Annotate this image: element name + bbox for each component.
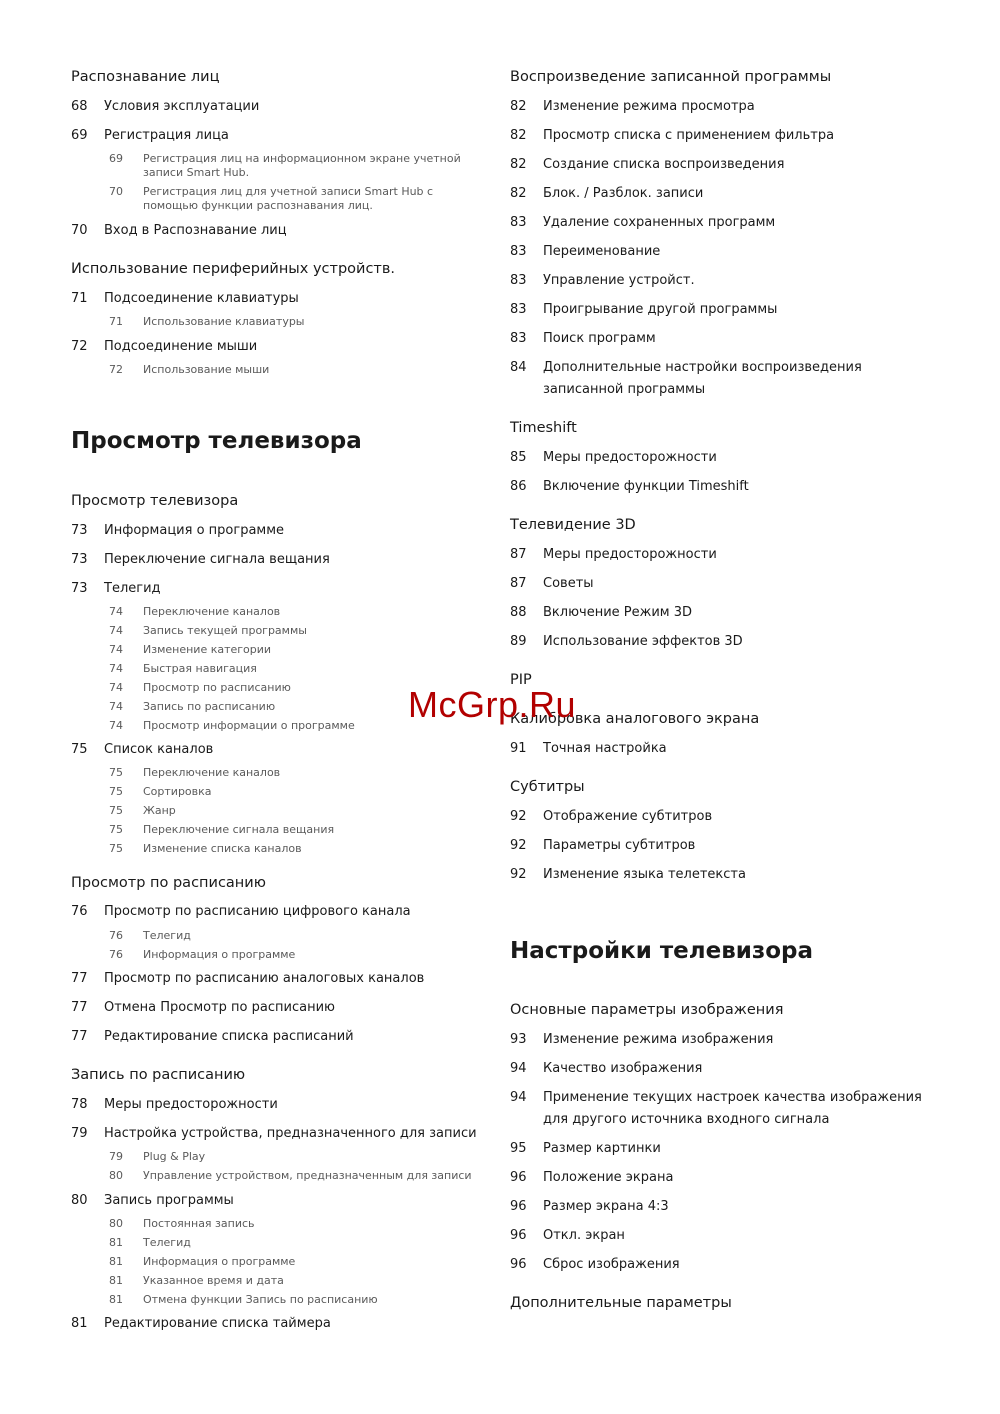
page-number: 71 [71,291,88,306]
page-number: 74 [109,605,123,618]
toc-subentry[interactable] [109,1169,491,1183]
page-number: 72 [71,339,88,354]
entry-title: Регистрация лица [104,128,229,143]
entry-title: Запись программы [104,1193,234,1208]
toc-entry[interactable] [71,901,491,923]
entry-title: Управление устройством, предназначенным для записи [143,1169,472,1182]
section-heading-recorded-playback: Воспроизведение записанной программы [510,69,832,85]
entry-title: Меры предосторожности [104,1097,278,1112]
toc-subentry[interactable] [109,1293,491,1307]
toc-subentry[interactable] [109,662,491,676]
toc-entry[interactable] [510,328,930,350]
section-heading-subtitles: Субтитры [510,779,585,795]
entry-title: Просмотр списка с применением фильтра [543,128,835,143]
page-number: 96 [510,1257,527,1272]
toc-entry[interactable] [71,1313,491,1335]
page-number: 78 [71,1097,88,1112]
entry-title: Настройка устройства, предназначенного для записи [104,1126,477,1141]
section-heading-scheduled-recording: Запись по расписанию [71,1067,246,1083]
page-number: 81 [71,1316,88,1331]
page-number: 73 [71,523,88,538]
toc-entry[interactable] [510,476,930,498]
toc-subentry[interactable] [109,643,491,657]
page-number: 69 [109,152,123,165]
toc-entry[interactable] [510,183,930,205]
page-number: 75 [109,785,123,798]
toc-entry[interactable] [510,602,930,624]
entry-title: Изменение режима просмотра [543,99,755,114]
page-number: 71 [109,315,123,328]
toc-entry[interactable] [510,212,930,234]
toc-entry[interactable] [71,739,491,761]
entry-title: Plug & Play [143,1150,206,1163]
page-number: 72 [109,363,123,376]
section-heading-face-recognition: Распознавание лиц [71,69,220,85]
page-number: 77 [71,971,88,986]
entry-title: Параметры субтитров [543,838,696,853]
toc-subentry[interactable] [109,605,491,619]
section-heading-peripherals: Использование периферийных устройств. [71,261,396,277]
toc-subentry[interactable] [109,624,491,638]
entry-title: Указанное время и дата [143,1274,284,1287]
page-number: 80 [71,1193,88,1208]
entry-title: Изменение языка телетекста [543,867,746,882]
page-number: 87 [510,576,527,591]
page-number: 76 [109,929,123,942]
entry-title: Проигрывание другой программы [543,302,778,317]
entry-title: Запись по расписанию [143,700,276,713]
entry-title: Вход в Распознавание лиц [104,223,287,238]
entry-title: Сортировка [143,785,212,798]
page-number: 75 [109,766,123,779]
page-number: 83 [510,215,527,230]
toc-entry[interactable] [71,1026,491,1048]
page-number: 75 [109,804,123,817]
section-heading-scheduled-viewing: Просмотр по расписанию [71,875,266,891]
page-number: 80 [109,1217,123,1230]
entry-title: Отмена Просмотр по расписанию [104,1000,335,1015]
toc-entry[interactable] [71,549,491,571]
entry-title: Редактирование списка расписаний [104,1029,354,1044]
section-heading-picture-basics: Основные параметры изображения [510,1002,784,1018]
toc-entry[interactable] [71,1123,491,1145]
toc-entry[interactable] [510,1196,930,1218]
entry-title: Телегид [143,929,191,942]
chapter-title-tv-viewing: Просмотр телевизора [71,428,362,454]
entry-title: Качество изображения [543,1061,703,1076]
toc-subentry[interactable] [109,804,491,818]
toc-entry[interactable] [71,336,491,358]
entry-title: Переключение каналов [143,605,281,618]
toc-entry[interactable] [71,1094,491,1116]
page-number: 73 [71,581,88,596]
section-heading-analog-calibration: Калибровка аналогового экрана [510,711,760,727]
page-number: 92 [510,809,527,824]
toc-entry[interactable] [510,806,930,828]
entry-title: Удаление сохраненных программ [543,215,776,230]
page-number: 74 [109,624,123,637]
entry-title: Просмотр информации о программе [143,719,355,732]
toc-entry[interactable] [510,1087,930,1131]
section-heading-timeshift: Timeshift [510,420,577,436]
toc-entry[interactable] [510,1167,930,1189]
toc-entry[interactable] [510,1029,930,1051]
page-number: 73 [71,552,88,567]
page-number: 75 [109,823,123,836]
page-number: 94 [510,1090,527,1105]
page-number: 83 [510,302,527,317]
page-number: 74 [109,719,123,732]
page-number: 87 [510,547,527,562]
entry-title: Подсоединение мыши [104,339,258,354]
toc-subentry[interactable] [109,185,491,213]
toc-entry[interactable] [510,1225,930,1247]
page-number: 81 [109,1274,123,1287]
page-number: 76 [71,904,88,919]
entry-title: Жанр [143,804,176,817]
entry-title: Меры предосторожности [543,450,717,465]
entry-title: Условия эксплуатации [104,99,260,114]
entry-title: Включение функции Timeshift [543,479,749,494]
entry-title: Запись текущей программы [143,624,307,637]
page-number: 75 [71,742,88,757]
entry-title: Использование клавиатуры [143,315,305,328]
entry-title: Переименование [543,244,661,259]
page-number: 88 [510,605,527,620]
page-number: 77 [71,1029,88,1044]
page-number: 74 [109,700,123,713]
entry-title: Использование эффектов 3D [543,634,743,649]
entry-title: Дополнительные настройки воспроизведения записанной программы [543,360,862,397]
page-number: 86 [510,479,527,494]
entry-title: Советы [543,576,594,591]
toc-entry[interactable] [510,241,930,263]
toc-entry[interactable] [71,288,491,310]
page-number: 81 [109,1236,123,1249]
toc-entry[interactable] [510,154,930,176]
entry-title: Переключение сигнала вещания [143,823,335,836]
section-heading-pip: PIP [510,672,532,688]
page-number: 91 [510,741,527,756]
page-number: 83 [510,273,527,288]
entry-title: Переключение каналов [143,766,281,779]
entry-title: Отображение субтитров [543,809,713,824]
page-number: 79 [71,1126,88,1141]
chapter-title-tv-settings: Настройки телевизора [510,938,814,964]
entry-title: Быстрая навигация [143,662,257,675]
entry-title: Просмотр по расписанию [143,681,291,694]
entry-title: Телегид [143,1236,191,1249]
toc-entry[interactable] [510,544,930,566]
toc-subentry[interactable] [109,1274,491,1288]
page-number: 96 [510,1228,527,1243]
entry-title: Управление устройст. [543,273,695,288]
entry-title: Изменение режима изображения [543,1032,774,1047]
toc-entry[interactable] [510,738,930,760]
entry-title: Постоянная запись [143,1217,255,1230]
page-number: 95 [510,1141,527,1156]
page-number: 74 [109,643,123,656]
entry-title: Просмотр по расписанию аналоговых каналов [104,971,425,986]
page-number: 82 [510,186,527,201]
page-number: 92 [510,838,527,853]
page-number: 80 [109,1169,123,1182]
section-heading-tv-viewing: Просмотр телевизора [71,493,239,509]
toc-entry[interactable] [71,997,491,1019]
page-number: 82 [510,157,527,172]
entry-title: Изменение категории [143,643,272,656]
page-number: 96 [510,1170,527,1185]
entry-title: Информация о программе [143,1255,296,1268]
toc-entry[interactable] [510,447,930,469]
entry-title: Сброс изображения [543,1257,680,1272]
toc-entry[interactable] [71,1190,491,1212]
page-number: 82 [510,128,527,143]
toc-subentry[interactable] [109,1150,491,1164]
toc-subentry[interactable] [109,1217,491,1231]
page-number: 75 [109,842,123,855]
toc-subentry[interactable] [109,363,491,377]
entry-title: Точная настройка [543,741,667,756]
entry-title: Положение экрана [543,1170,674,1185]
entry-title: Включение Режим 3D [543,605,692,620]
toc-entry[interactable] [71,220,491,242]
entry-title: Откл. экран [543,1228,625,1243]
entry-title: Поиск программ [543,331,656,346]
toc-subentry[interactable] [109,1255,491,1269]
toc-subentry[interactable] [109,152,491,180]
entry-title: Переключение сигнала вещания [104,552,330,567]
page-number: 85 [510,450,527,465]
page-number: 81 [109,1293,123,1306]
toc-subentry[interactable] [109,315,491,329]
entry-title: Применение текущих настроек качества изображения для другого источника входного сигнала [543,1090,922,1127]
entry-title: Изменение списка каналов [143,842,302,855]
toc-entry[interactable] [71,520,491,542]
toc-entry[interactable] [71,96,491,118]
page-number: 74 [109,681,123,694]
page-number: 79 [109,1150,123,1163]
toc-subentry[interactable] [109,1236,491,1250]
toc-entry[interactable] [510,357,930,401]
toc-entry[interactable] [510,864,930,886]
page-number: 81 [109,1255,123,1268]
entry-title: Меры предосторожности [543,547,717,562]
toc-entry[interactable] [71,125,491,147]
entry-title: Создание списка воспроизведения [543,157,785,172]
entry-title: Редактирование списка таймера [104,1316,331,1331]
entry-title: Размер картинки [543,1141,661,1156]
page-number: 68 [71,99,88,114]
toc-entry[interactable] [71,578,491,600]
page-number: 76 [109,948,123,961]
entry-title: Размер экрана 4:3 [543,1199,669,1214]
entry-title: Информация о программе [143,948,296,961]
entry-title: Регистрация лиц на информационном экране учетной записи Smart Hub. [143,152,461,179]
entry-title: Информация о программе [104,523,285,538]
page-number: 94 [510,1061,527,1076]
page-number: 70 [109,185,123,198]
toc-subentry[interactable] [109,842,491,856]
toc-entry[interactable] [510,573,930,595]
entry-title: Использование мыши [143,363,270,376]
page-number: 96 [510,1199,527,1214]
toc-subentry[interactable] [109,785,491,799]
page-number: 83 [510,244,527,259]
toc-entry[interactable] [510,299,930,321]
page-number: 89 [510,634,527,649]
entry-title: Отмена функции Запись по расписанию [143,1293,378,1306]
entry-title: Блок. / Разблок. записи [543,186,704,201]
watermark-text: McGrp.Ru [408,684,577,725]
page-number: 77 [71,1000,88,1015]
page-number: 93 [510,1032,527,1047]
page-number: 82 [510,99,527,114]
toc-entry[interactable] [510,1138,930,1160]
toc-subentry[interactable] [109,948,491,962]
entry-title: Подсоединение клавиатуры [104,291,299,306]
page-number: 92 [510,867,527,882]
entry-title: Телегид [104,581,161,596]
page-number: 70 [71,223,88,238]
toc-subentry[interactable] [109,766,491,780]
toc-subentry[interactable] [109,823,491,837]
page-number: 74 [109,662,123,675]
toc-entry[interactable] [510,270,930,292]
toc-entry[interactable] [510,125,930,147]
section-heading-3d-tv: Телевидение 3D [510,517,636,533]
page-number: 69 [71,128,88,143]
page-number: 84 [510,360,527,375]
toc-entry[interactable] [510,1058,930,1080]
toc-entry[interactable] [71,968,491,990]
entry-title: Регистрация лиц для учетной записи Smart Hub с помощью функции распознавания лиц. [143,185,434,212]
toc-entry[interactable] [510,835,930,857]
entry-title: Список каналов [104,742,214,757]
toc-entry[interactable] [510,96,930,118]
toc-entry[interactable] [510,1254,930,1276]
section-heading-additional-settings: Дополнительные параметры [510,1295,732,1311]
toc-entry[interactable] [510,631,930,653]
page-number: 83 [510,331,527,346]
toc-subentry[interactable] [109,929,491,943]
entry-title: Просмотр по расписанию цифрового канала [104,904,411,919]
